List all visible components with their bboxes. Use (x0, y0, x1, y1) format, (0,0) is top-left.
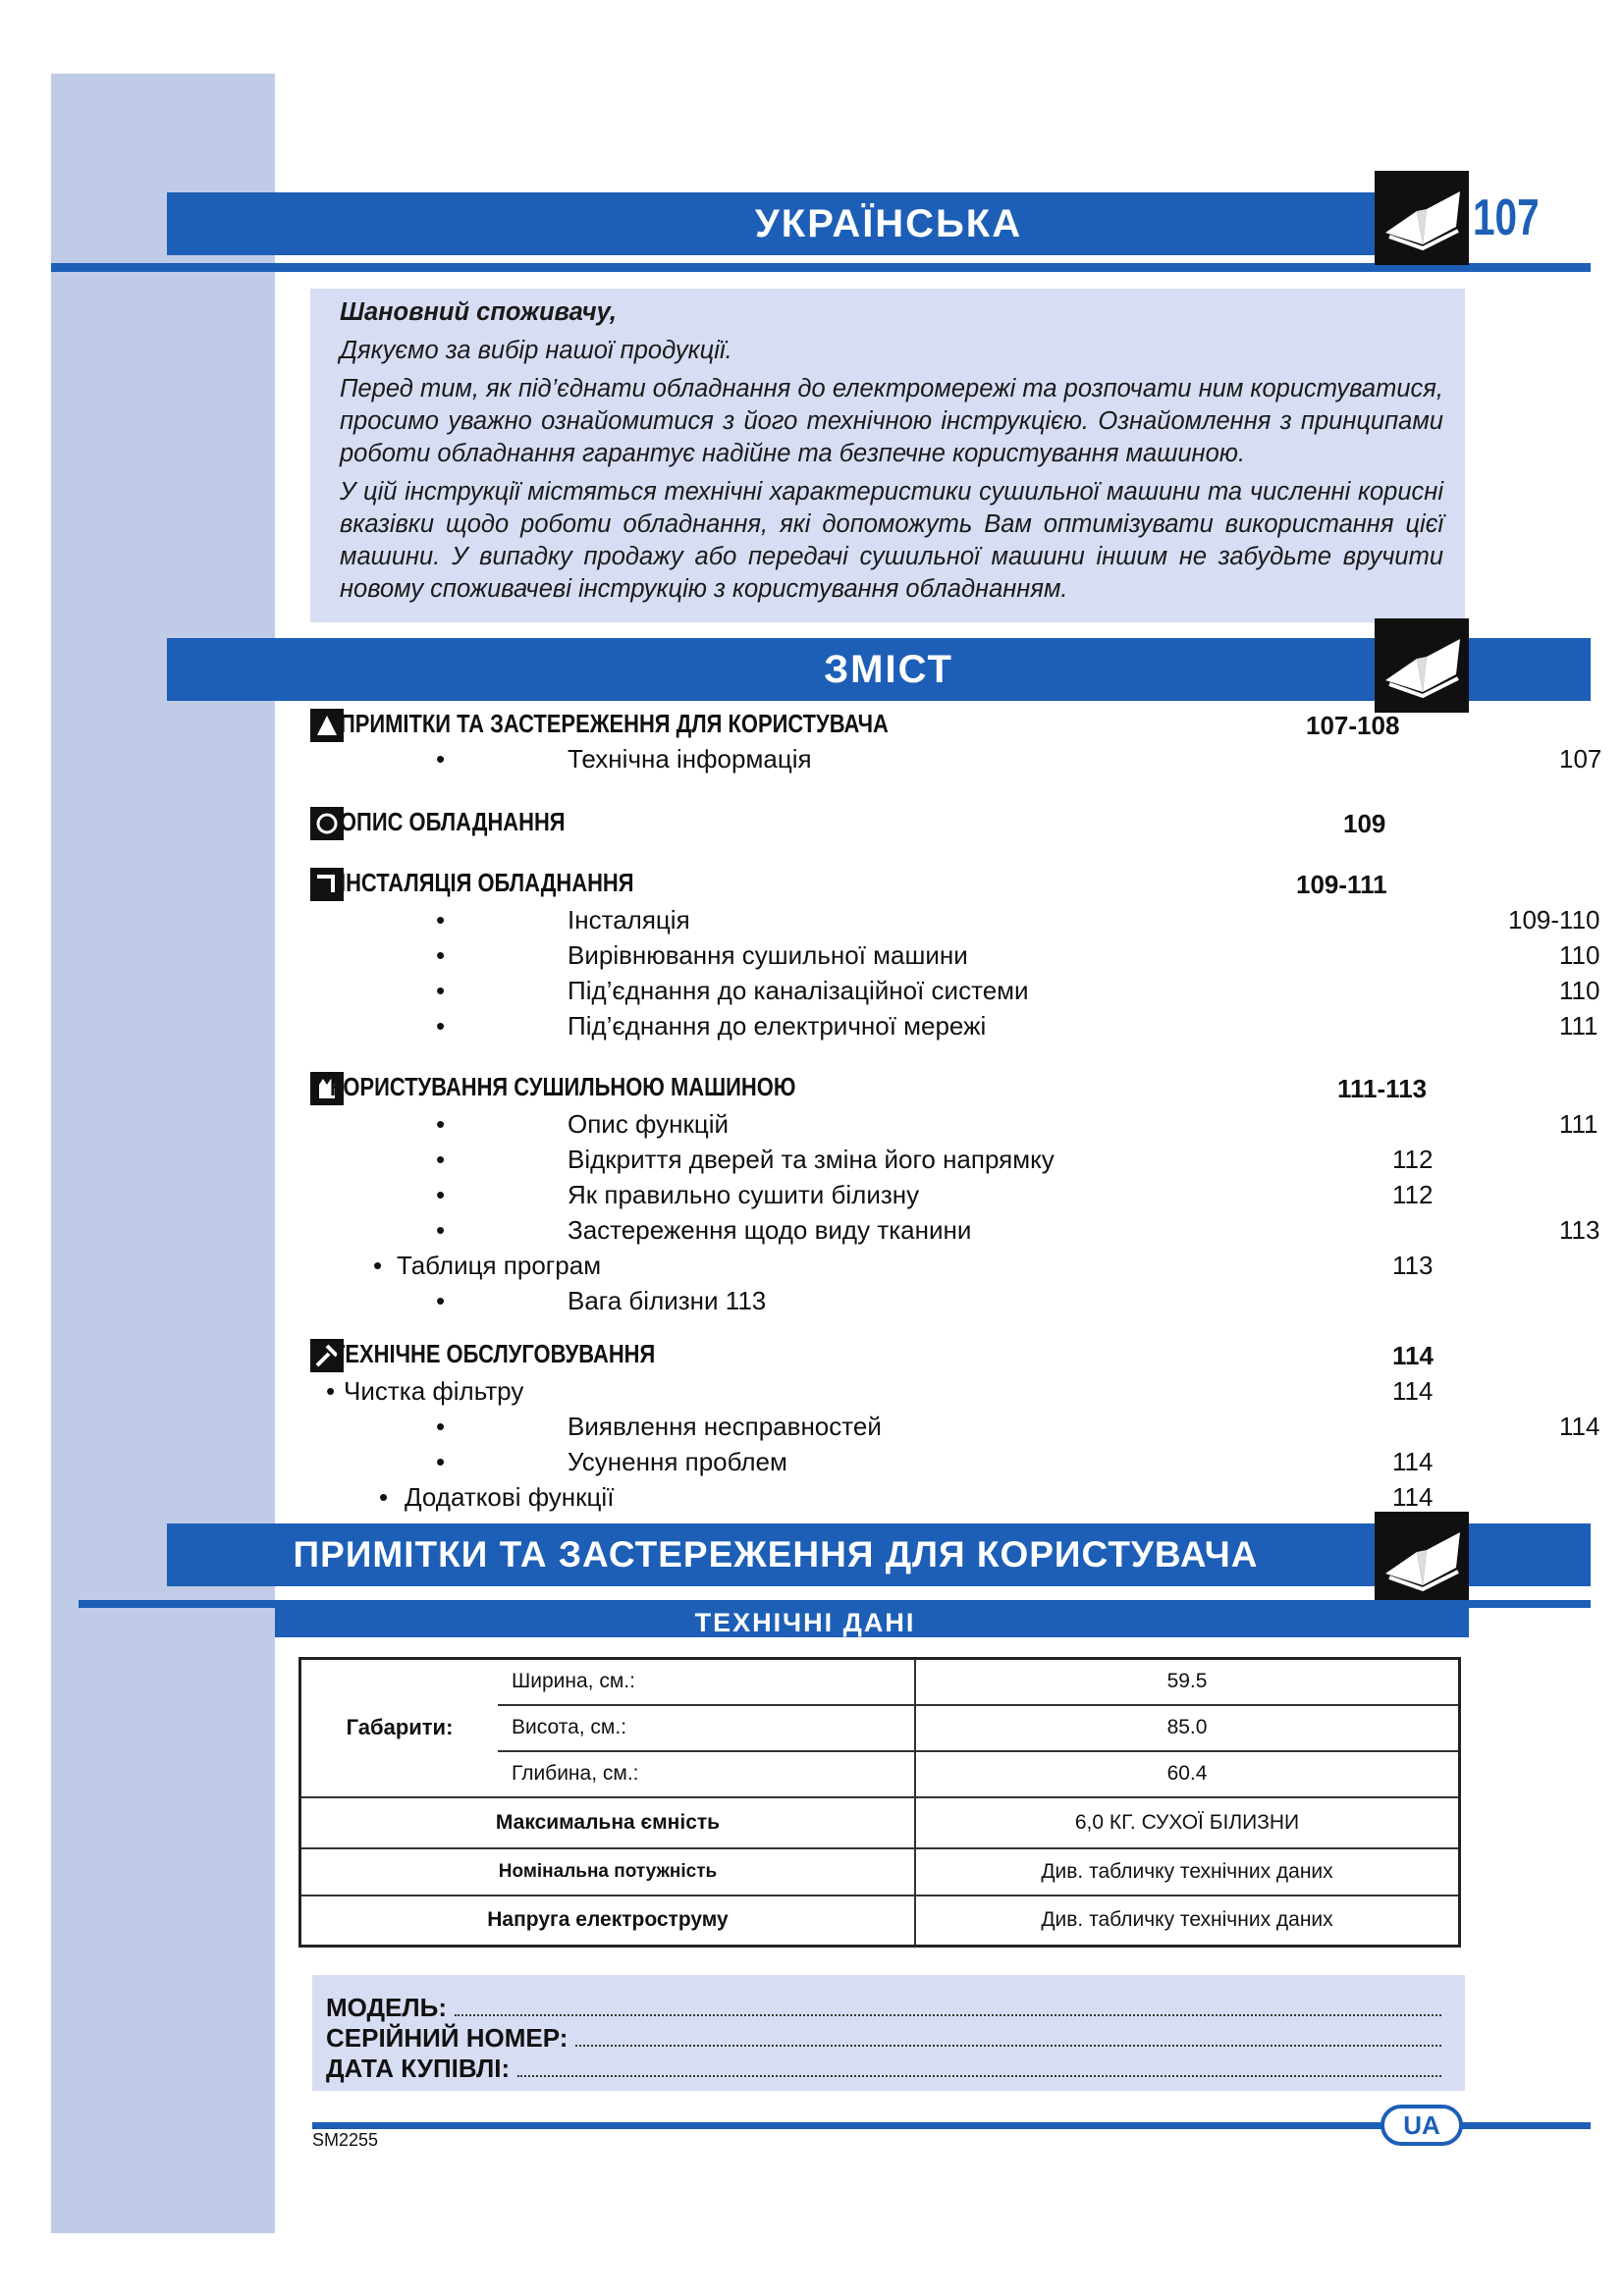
toc-item[interactable]: Вирівнювання сушильної машини (568, 940, 968, 970)
toc-item-page: 113 (1559, 1215, 1600, 1245)
language-title: УКРАЇНСЬКА (754, 201, 1023, 245)
toc-item-page: 113 (1392, 1251, 1434, 1280)
toc-title: ЗМІСТ (824, 647, 953, 691)
spec-table (298, 1657, 1461, 1948)
toc-item[interactable]: Усунення проблем (568, 1447, 787, 1476)
toc-item-page: 112 (1392, 1145, 1434, 1174)
toc-item[interactable]: Виявлення несправностей (568, 1412, 882, 1441)
toc-bullet: • (436, 1412, 446, 1441)
toc-bullet: • (373, 1251, 383, 1280)
greeting: Шановний споживачу, (340, 298, 617, 326)
toc-bullet: • (436, 1109, 446, 1139)
book-icon (1375, 1512, 1469, 1606)
tech-data-bar (275, 1608, 1469, 1637)
power-label: Номінальна потужність (300, 1848, 916, 1896)
toc-bullet: • (436, 1011, 446, 1041)
toc-item-page: 114 (1392, 1376, 1434, 1406)
toc-bullet: • (436, 1215, 446, 1245)
height-label: Висота, см.: (498, 1705, 915, 1751)
toc-item-page: 111 (1559, 1011, 1598, 1041)
toc-item[interactable]: Як правильно сушити білизну (568, 1180, 920, 1209)
tech-data-title: ТЕХНІЧНІ ДАНІ (694, 1607, 916, 1637)
book-icon (1375, 618, 1469, 713)
notes-title: ПРИМІТКИ ТА ЗАСТЕРЕЖЕННЯ ДЛЯ КОРИСТУВАЧА (293, 1534, 1259, 1575)
model-info-box (312, 1975, 1465, 2091)
width-label: Ширина, см.: (498, 1659, 915, 1705)
document-code: SM2255 (312, 2130, 379, 2150)
toc-item[interactable]: Під’єднання до електричної мережі (568, 1011, 987, 1041)
toc-item[interactable]: Застереження щодо виду тканини (568, 1215, 972, 1245)
toc-item[interactable]: Чистка фільтру (344, 1376, 524, 1406)
toc-section-title[interactable]: ОПИС ОБЛАДНАННЯ (340, 809, 566, 836)
depth-value: 60.4 (915, 1751, 1460, 1797)
toc-item[interactable]: Вага білизни 113 (568, 1286, 767, 1315)
toc-bullet: • (436, 1447, 446, 1476)
serial-label: СЕРІЙНИЙ НОМЕР: (326, 2023, 568, 2053)
toc-item[interactable]: Додаткові функції (405, 1482, 615, 1512)
install-icon (310, 868, 344, 901)
voltage-value: Див. табличку технічних даних (915, 1896, 1460, 1947)
toc-bullet: • (436, 1180, 446, 1209)
toc-item[interactable]: Технічна інформація (568, 744, 812, 774)
toc-item-page: 110 (1559, 976, 1600, 1005)
toc-item-page: 114 (1392, 1447, 1434, 1476)
toc-section-title[interactable]: ПРИМІТКИ ТА ЗАСТЕРЕЖЕННЯ ДЛЯ КОРИСТУВАЧА (340, 711, 889, 738)
height-value: 85.0 (915, 1705, 1460, 1751)
toc-section-page: 114 (1392, 1341, 1434, 1370)
toc-section-page: 111-113 (1337, 1074, 1428, 1103)
toc-item[interactable]: Відкриття дверей та зміна його напрямку (568, 1145, 1055, 1174)
toc-bullet: • (326, 1376, 336, 1406)
toc-bullet: • (436, 1286, 446, 1315)
toc-item-page: 114 (1392, 1482, 1434, 1512)
toc-section-page: 109-111 (1296, 870, 1387, 899)
header-rule (51, 263, 1591, 272)
toc-item-page: 114 (1559, 1412, 1600, 1441)
toc-item-page: 110 (1559, 940, 1600, 970)
dryer-icon (310, 807, 344, 840)
toc-bullet: • (436, 744, 446, 774)
purchase-date-field[interactable] (517, 2075, 1441, 2077)
model-field[interactable] (455, 2014, 1441, 2016)
thanks-text: Дякуємо за вибір нашої продукції. (340, 337, 732, 364)
toc-item[interactable]: Таблиця програм (397, 1251, 602, 1280)
power-value: Див. табличку технічних даних (915, 1848, 1460, 1896)
toc-item[interactable]: Інсталяція (568, 905, 690, 934)
toc-section-title[interactable]: ІНСТАЛЯЦІЯ ОБЛАДНАННЯ (340, 870, 634, 897)
depth-label: Глибина, см.: (498, 1751, 915, 1797)
toc-section-title[interactable]: ТЕХНІЧНЕ ОБСЛУГОВУВАННЯ (332, 1341, 656, 1368)
width-value: 59.5 (915, 1659, 1460, 1705)
purchase-date-label: ДАТА КУПІВЛІ: (326, 2054, 511, 2083)
toc-bullet: • (436, 976, 446, 1005)
ua-badge (1380, 2105, 1463, 2146)
book-icon (1375, 171, 1469, 265)
intro-paragraph-2: У цій інструкції містяться технічні характеристики сушильної машини та численні корисні вказівки щодо роботи обладнання, які допоможуть Вам оптимізувати використання цієї машини. У випадку продажу або передачі сушильної машини іншим не забудьте вручити новому споживачеві інструкцію з користування обладнанням. (340, 478, 1443, 603)
voltage-label: Напруга електроструму (300, 1896, 916, 1947)
toc-bullet: • (436, 940, 446, 970)
toc-item-page: 112 (1392, 1180, 1434, 1209)
intro-paragraph-1: Перед тим, як під’єднати обладнання до електромережі та розпочати ним користуватися, просимо уважно ознайомитися з його технічною інструкцією. Ознайомлення з принципами роботи обладнання гарантує надійне та безпечне користування машиною. (340, 375, 1443, 467)
capacity-label: Максимальна ємність (300, 1797, 916, 1848)
toc-item-page: 109-110 (1508, 905, 1600, 934)
toc-bullet: • (436, 905, 446, 934)
toc-item-page: 111 (1559, 1109, 1598, 1139)
toc-bullet: • (436, 1145, 446, 1174)
warning-hand-icon (310, 709, 344, 742)
dimensions-label: Габарити: (300, 1659, 499, 1797)
capacity-value: 6,0 КГ. СУХОЇ БІЛИЗНИ (915, 1797, 1460, 1848)
toc-section-page: 109 (1343, 809, 1386, 838)
toc-section-page: 107-108 (1306, 711, 1400, 740)
toc-item-page: 107 (1559, 744, 1602, 774)
toc-item[interactable]: Під’єднання до каналізаційної системи (568, 976, 1029, 1005)
toc-item[interactable]: Опис функцій (568, 1109, 730, 1139)
intro-panel (310, 289, 1465, 622)
toc-bullet: • (379, 1482, 389, 1512)
serial-field[interactable] (575, 2045, 1441, 2047)
left-margin-strip (51, 74, 275, 2233)
ua-badge-label: UA (1403, 2109, 1440, 2140)
model-label: МОДЕЛЬ: (326, 1993, 447, 2022)
page-number: 107 (1473, 189, 1540, 246)
toc-section-title[interactable]: КОРИСТУВАННЯ СУШИЛЬНОЮ МАШИНОЮ (330, 1074, 796, 1101)
